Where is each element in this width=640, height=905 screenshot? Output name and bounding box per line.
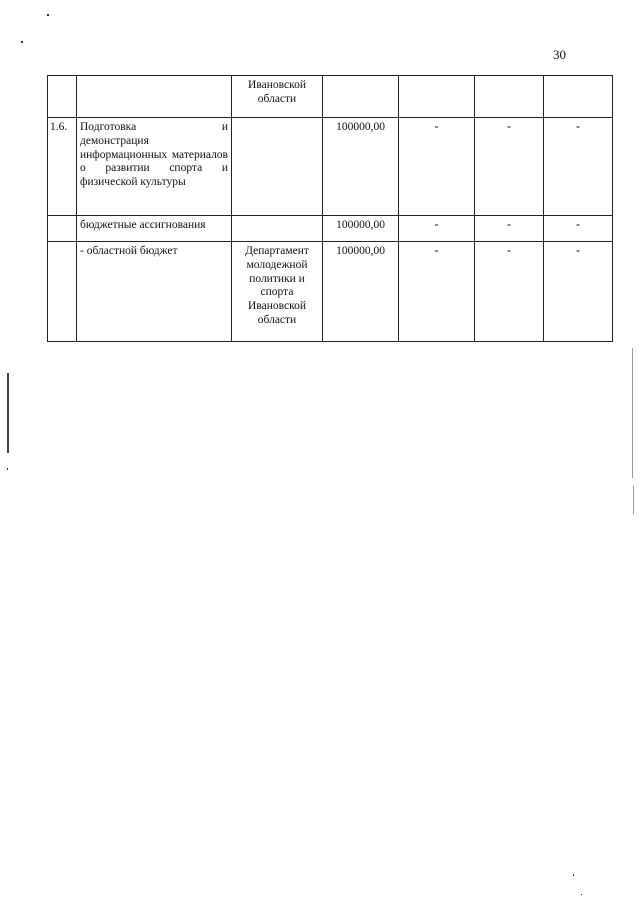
table-row <box>48 118 613 216</box>
measure-name-rest: демонстрация информационных материалов о развитии спорта и физической культуры <box>80 134 228 189</box>
amount: 100000,00 <box>323 118 399 216</box>
measure-name: бюджетные ассигнования <box>77 216 232 242</box>
dash-mark: - <box>434 219 439 231</box>
year-2-value <box>475 242 544 342</box>
year-1-value <box>399 242 475 342</box>
year-3-value <box>544 242 613 342</box>
measure-name <box>77 76 232 118</box>
executor <box>232 118 323 216</box>
scan-speck <box>581 894 582 895</box>
measure-name <box>77 118 232 216</box>
row-number <box>48 242 77 342</box>
year-2-value <box>475 76 544 118</box>
scan-speck <box>573 874 574 876</box>
amount: 100000,00 <box>323 242 399 342</box>
measure-name-first-line <box>80 121 228 135</box>
amount: 100000,00 <box>323 216 399 242</box>
measure-name-word: Подготовка <box>80 121 137 133</box>
scan-speck <box>47 14 49 16</box>
executor: Департамент молодежной политики и спорта Ивановской области <box>232 242 323 342</box>
table-row <box>48 216 613 242</box>
year-2-value <box>475 216 544 242</box>
year-3-value <box>544 118 613 216</box>
scan-edge-line <box>632 348 633 478</box>
scan-speck <box>21 41 23 43</box>
scan-edge-line <box>633 486 634 514</box>
table-row <box>48 242 613 342</box>
scan-speck <box>7 468 8 470</box>
dash-mark: - <box>507 121 511 133</box>
table-row <box>48 76 613 118</box>
year-3-value <box>544 216 613 242</box>
row-number <box>48 216 77 242</box>
year-1-value <box>399 118 475 216</box>
executor: Ивановской области <box>232 76 323 118</box>
dash-mark: - <box>576 219 580 231</box>
dash-mark: - <box>434 121 439 133</box>
amount <box>323 76 399 118</box>
measure-name-word: и <box>221 121 228 133</box>
dash-mark: - <box>576 121 580 133</box>
executor <box>232 216 323 242</box>
budget-table <box>47 75 613 342</box>
dash-mark: - <box>507 245 511 257</box>
row-number: 1.6. <box>48 118 77 216</box>
dash-mark: - <box>434 245 439 257</box>
row-number <box>48 76 77 118</box>
dash-mark: - <box>576 245 580 257</box>
scan-edge-line <box>7 373 9 453</box>
page-number: 30 <box>553 47 566 62</box>
year-1-value <box>399 216 475 242</box>
year-1-value <box>399 76 475 118</box>
dash-mark: - <box>507 219 511 231</box>
year-3-value <box>544 76 613 118</box>
year-2-value <box>475 118 544 216</box>
measure-name: - областной бюджет <box>77 242 232 342</box>
